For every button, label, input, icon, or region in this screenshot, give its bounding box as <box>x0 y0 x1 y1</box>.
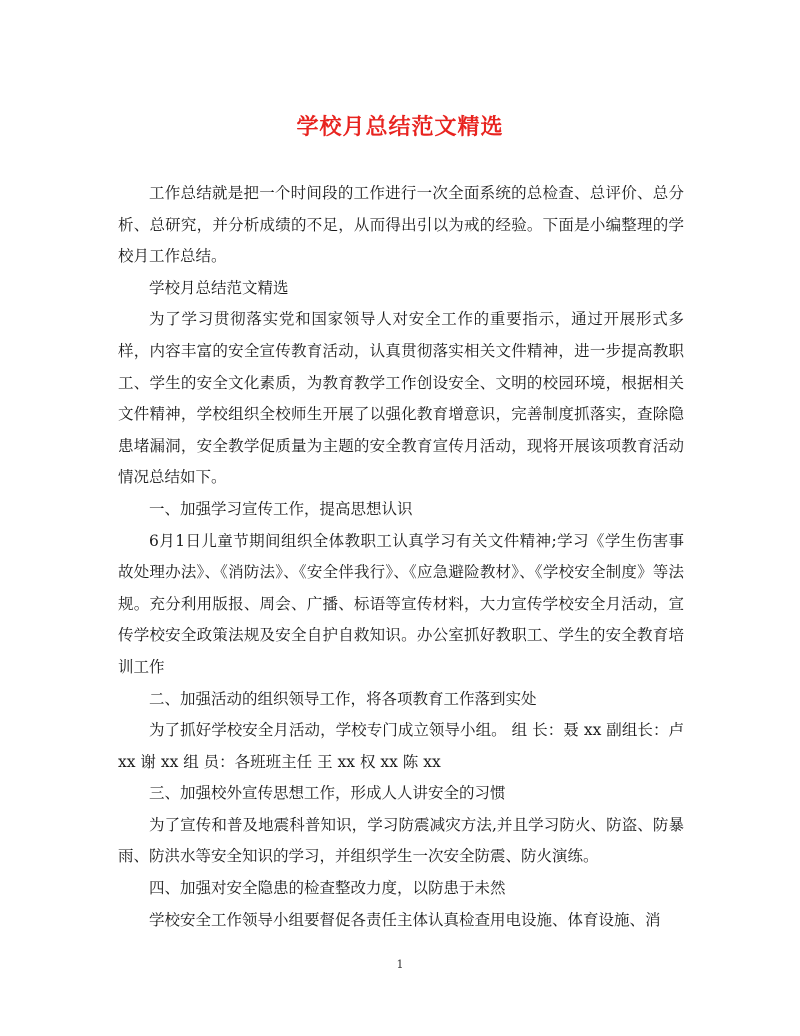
paragraph-subtitle: 学校月总结范文精选 <box>149 278 289 297</box>
section-heading-1: 一、加强学习宣传工作，提高思想认识 <box>149 499 413 518</box>
paragraph-section-3: 为了宣传和普及地震科普知识，学习防震减灾方法,并且学习防火、防盗、防暴雨、防洪水等安全知识的学习，并组织学生一次安全防震、防火演练。 <box>118 815 684 866</box>
section-heading-4: 四、加强对安全隐患的检查整改力度，以防患于未然 <box>149 879 506 898</box>
document-body <box>118 178 684 936</box>
paragraph-overview: 为了学习贯彻落实党和国家领导人对安全工作的重要指示，通过开展形式多样，内容丰富的安全宣传教育活动，认真贯彻落实相关文件精神，进一步提高教职工、学生的安全文化素质，为教育教学工作创设安全、文明的校园环境，根据相关文件精神，学校组织全校师生开展了以强化教育增意识，完善制度抓落实，查除隐患堵漏洞，安全教学促质量为主题的安全教育宣传月活动，现将开展该项教育活动情况总结如下。 <box>118 310 684 487</box>
paragraph-intro: 工作总结就是把一个时间段的工作进行一次全面系统的总检查、总评价、总分析、总研究，并分析成绩的不足，从而得出引以为戒的经验。下面是小编整理的学校月工作总结。 <box>118 184 684 266</box>
page-title: 学校月总结范文精选 <box>296 114 504 140</box>
page-number: 1 <box>396 958 404 971</box>
paragraph-section-1: 6月1日儿童节期间组织全体教职工认真学习有关文件精神;学习《学生伤害事故处理办法》、《消防法》、《安全伴我行》、《应急避险教材》、《学校安全制度》等法规。充分利用版报、周会、广播、标语等宣传材料，大力宣传学校安全月活动，宣传学校安全政策法规及安全自护自救知识。办公室抓好教职工、学生的安全教育培训工作 <box>118 531 684 676</box>
section-heading-3: 三、加强校外宣传思想工作，形成人人讲安全的习惯 <box>149 784 506 803</box>
section-heading-2: 二、加强活动的组织领导工作，将各项教育工作落到实处 <box>149 689 537 708</box>
paragraph-section-4: 学校安全工作领导小组要督促各责任主体认真检查用电设施、体育设施、消 <box>149 910 661 929</box>
paragraph-section-2: 为了抓好学校安全月活动，学校专门成立领导小组。 组 长：聂 xx 副组长：卢 xx 谢 xx 组 员：各班班主任 王 xx 权 xx 陈 xx <box>118 721 684 771</box>
